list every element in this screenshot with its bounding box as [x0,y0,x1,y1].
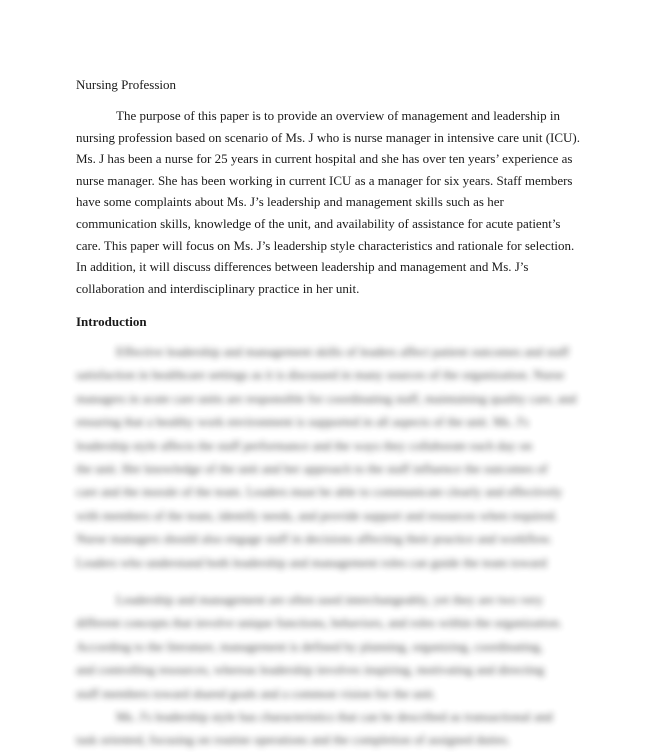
blurred-line: leadership style affects the staff performance and the ways they collaborate each day on [76,437,533,453]
intro-line: The purpose of this paper is to provide an overview of management and leadership in [116,108,561,123]
blurred-line: Effective leadership and management skills of leaders affect patient outcomes and staff [116,344,570,359]
intro-line: nursing profession based on scenario of Ms. J who is nurse manager in intensive care unit (ICU). [76,129,580,145]
intro-line: communication skills, knowledge of the unit, and availability of assistance for acute patient’s [76,215,561,231]
blurred-line: Nurse managers should also engage staff in decisions affecting their practice and workflow. [76,531,553,547]
intro-line: Ms. J has been a nurse for 25 years in current hospital and she has over ten years’ experience as [76,151,573,167]
blurred-line: care and the morale of the team. Leaders must be able to communicate clearly and effectively [76,484,563,500]
blurred-line: the unit. Her knowledge of the unit and her approach to the staff influence the outcomes of [76,461,548,477]
intro-line: have some complaints about Ms. J’s leadership and management skills such as her [76,194,504,210]
blurred-line: ensuring that a healthy work environment is supported in all aspects of the unit. Ms. J's [76,414,529,430]
blurred-paragraph [76,588,576,705]
blurred-line: task oriented, focusing on routine operations and the completion of assigned duties. [76,732,511,748]
blurred-line: Leadership and management are often used interchangeably, yet they are two very [116,592,544,607]
blurred-paragraph [76,340,576,574]
section-heading-introduction: Introduction [76,314,147,329]
intro-line: nurse manager. She has been working in current ICU as a manager for six years. Staff members [76,172,573,188]
blurred-line: with members of the team, identify needs, and provide support and resources when required. [76,507,558,523]
blurred-line: Ms. J's leadership style has characteristics that can be described as transactional and [116,709,553,724]
blurred-line: satisfaction in healthcare settings as it is discussed in many sources of the organization. Nurse [76,367,565,383]
blurred-line: Leaders who understand both leadership and management roles can guide the team toward [76,554,547,570]
blurred-line: and controlling resources, whereas leadership involves inspiring, motivating and directing [76,662,545,678]
intro-line: In addition, it will discuss differences between leadership and management and Ms. J’s [76,259,529,275]
intro-line: collaboration and interdisciplinary practice in her unit. [76,280,360,296]
blurred-line: staff members toward shared goals and a common vision for the unit. [76,685,437,701]
blurred-line: different concepts that involve unique functions, behaviors, and roles within the organization. [76,615,563,631]
intro-paragraph [76,105,580,299]
blurred-paragraph [76,705,576,752]
intro-line: care. This paper will focus on Ms. J’s leadership style characteristics and rationale for selection. [76,237,575,253]
running-head: Nursing Profession [76,77,177,92]
blurred-line: According to the literature, management is defined by planning, organizing, coordinating, [76,638,543,654]
blurred-line: managers in acute care units are responsible for coordinating staff, maintaining quality care, and [76,390,576,406]
